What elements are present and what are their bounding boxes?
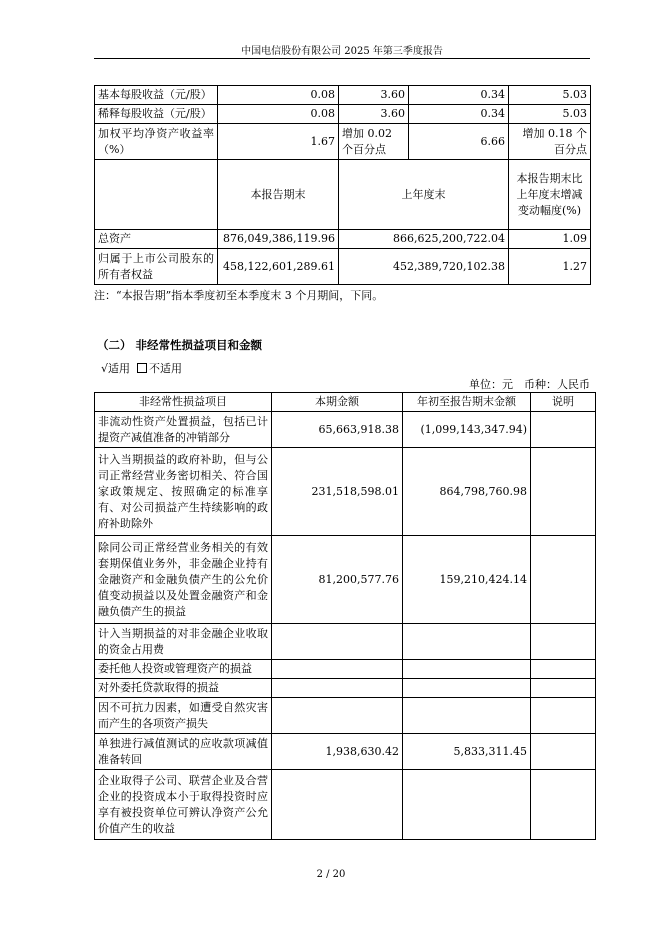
current-amount: 231,518,598.01 — [272, 448, 403, 536]
header-cell: 本报告期末 — [218, 160, 339, 230]
table-row — [95, 698, 596, 734]
row-label: 稀释每股收益（元/股） — [95, 105, 218, 124]
applicable-label: 适用 — [108, 362, 131, 375]
row-label: 总资产 — [95, 230, 218, 249]
table-row — [95, 412, 596, 448]
header-cell: 本报告期末比上年度末增减变动幅度(%) — [509, 160, 591, 230]
table-row — [95, 86, 591, 105]
item-label: 单独进行减值测试的应收款项减值准备转回 — [95, 734, 272, 770]
row-label: 归属于上市公司股东的所有者权益 — [95, 249, 218, 285]
ytd-amount: 159,210,424.14 — [403, 536, 531, 624]
header-cell — [95, 160, 218, 230]
table-row — [95, 448, 596, 536]
table-row — [95, 770, 596, 840]
check-mark: √ — [101, 362, 109, 375]
cell-value: 6.66 — [409, 124, 509, 160]
table-row — [95, 679, 596, 698]
cell-value: 5.03 — [509, 86, 591, 105]
cell-value: 458,122,601,289.61 — [218, 249, 339, 285]
table-row — [95, 536, 596, 624]
cell-value: 0.34 — [409, 105, 509, 124]
remark — [531, 698, 596, 734]
cell-value: 5.03 — [509, 105, 591, 124]
cell-value: 1.27 — [509, 249, 591, 285]
table-row — [95, 105, 591, 124]
current-amount — [272, 660, 403, 679]
ytd-amount — [403, 679, 531, 698]
current-amount: 81,200,577.76 — [272, 536, 403, 624]
empty-checkbox-icon — [137, 363, 147, 373]
row-label: 加权平均净资产收益率（%） — [95, 124, 218, 160]
ytd-amount: 5,833,311.45 — [403, 734, 531, 770]
item-label: 除同公司正常经营业务相关的有效套期保值业务外，非金融企业持有金融资产和金融负债产生的公允价值变动损益以及处置金融资产和金融负债产生的损益 — [95, 536, 272, 624]
ytd-amount: 864,798,760.98 — [403, 448, 531, 536]
item-label: 企业取得子公司、联营企业及合营企业的投资成本小于取得投资时应享有被投资单位可辨认净资产公允价值产生的收益 — [95, 770, 272, 840]
non-recurring-items-table — [94, 392, 596, 840]
remark — [531, 734, 596, 770]
cell-value: 0.08 — [218, 86, 339, 105]
table-row — [95, 624, 596, 660]
item-label: 非流动性资产处置损益，包括已计提资产减值准备的冲销部分 — [95, 412, 272, 448]
table-header-row — [95, 393, 596, 412]
cell-value: 876,049,386,119.96 — [218, 230, 339, 249]
remark — [531, 536, 596, 624]
table-row — [95, 249, 591, 285]
ytd-amount — [403, 660, 531, 679]
remark — [531, 448, 596, 536]
current-amount: 1,938,630.42 — [272, 734, 403, 770]
cell-value: 1.67 — [218, 124, 339, 160]
item-label: 因不可抗力因素，如遭受自然灾害而产生的各项资产损失 — [95, 698, 272, 734]
cell-value: 0.34 — [409, 86, 509, 105]
unit-line: 单位：元 币种：人民币 — [469, 378, 590, 391]
ytd-amount — [403, 624, 531, 660]
page-header: 中国电信股份有限公司 2025 年第三季度报告 — [94, 42, 590, 59]
header-cell: 年初至报告期末金额 — [403, 393, 531, 412]
remark — [531, 412, 596, 448]
item-label: 对外委托贷款取得的损益 — [95, 679, 272, 698]
cell-value: 增加 0.02 个百分点 — [339, 124, 409, 160]
per-share-table — [94, 85, 591, 285]
header-cell: 非经常性损益项目 — [95, 393, 272, 412]
table-note: 注：“本报告期”指本季度初至本季度末 3 个月期间，下同。 — [94, 289, 384, 302]
header-cell: 本期金额 — [272, 393, 403, 412]
table-row — [95, 230, 591, 249]
remark — [531, 624, 596, 660]
current-amount — [272, 770, 403, 840]
table-row — [95, 660, 596, 679]
table-header-row — [95, 160, 591, 230]
current-amount — [272, 624, 403, 660]
cell-value: 0.08 — [218, 105, 339, 124]
cell-value: 3.60 — [339, 86, 409, 105]
ytd-amount — [403, 770, 531, 840]
current-amount: 65,663,918.38 — [272, 412, 403, 448]
item-label: 委托他人投资或管理资产的损益 — [95, 660, 272, 679]
ytd-amount — [403, 698, 531, 734]
table-row — [95, 124, 591, 160]
cell-value: 866,625,200,722.04 — [339, 230, 509, 249]
not-applicable-label: 不适用 — [149, 362, 183, 375]
table-row — [95, 734, 596, 770]
cell-value: 1.09 — [509, 230, 591, 249]
remark — [531, 660, 596, 679]
cell-value: 增加 0.18 个百分点 — [509, 124, 591, 160]
cell-value: 3.60 — [339, 105, 409, 124]
current-amount — [272, 679, 403, 698]
item-label: 计入当期损益的对非金融企业收取的资金占用费 — [95, 624, 272, 660]
cell-value: 452,389,720,102.38 — [339, 249, 509, 285]
header-cell: 说明 — [531, 393, 596, 412]
header-cell: 上年度末 — [339, 160, 509, 230]
remark — [531, 770, 596, 840]
section-title: （二） 非经常性损益项目和金额 — [97, 338, 263, 352]
applicability-line — [101, 360, 182, 376]
remark — [531, 679, 596, 698]
current-amount — [272, 698, 403, 734]
page-number: 2 / 20 — [316, 869, 346, 880]
row-label: 基本每股收益（元/股） — [95, 86, 218, 105]
ytd-amount: (1,099,143,347.94) — [403, 412, 531, 448]
item-label: 计入当期损益的政府补助，但与公司正常经营业务密切相关、符合国家政策规定、按照确定的标准享有、对公司损益产生持续影响的政府补助除外 — [95, 448, 272, 536]
